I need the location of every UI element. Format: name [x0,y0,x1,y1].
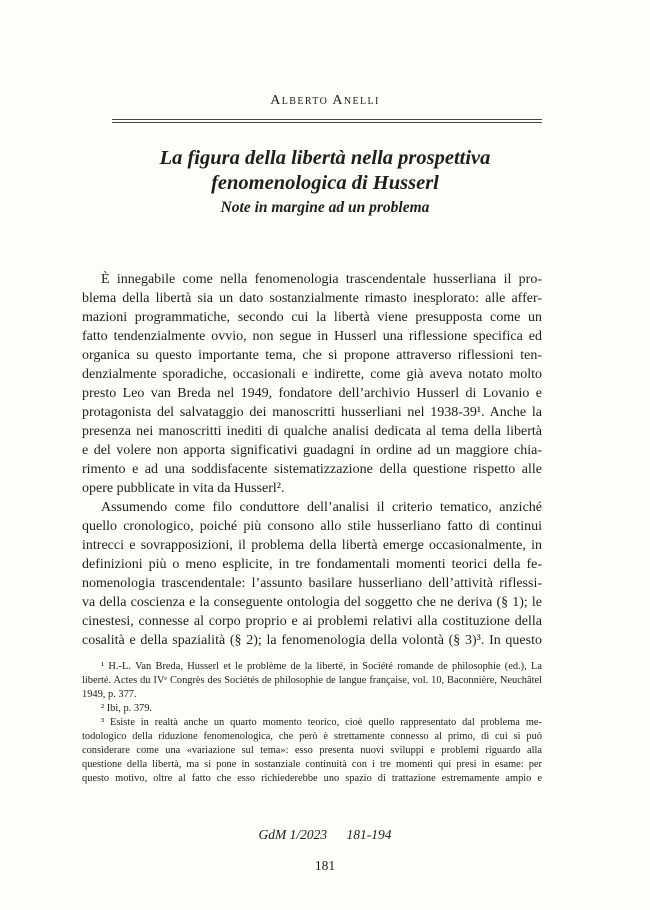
body-line: organica su questo importante tema, che si propone attraverso riflessioni ten- [82,348,542,363]
body-line: intrecci e sovrapposizioni, il problema della libertà emerge occasionalmente, in [82,538,542,553]
footnote-line: questo motivo, oltre al fatto che esso richiederebbe uno spazio di trattazione estremamente ampio e [82,773,542,784]
footnote-line: liberté. Actes du IVᵉ Congrès des Sociétés de philosophie de langue française, vol. 10, Baconnière, Neuchâtel [82,675,542,686]
body-line: e del volere non apporta significativi guadagni in ordine ad un maggiore chia- [82,443,542,458]
body-line: fatto tendenzialmente ovvio, non segue in Husserl una riflessione specifica ed [82,329,542,344]
body-line: presenza nei manoscritti inediti di qualche analisi dedicata al tema della libertà [82,424,542,439]
body-line: nomenologia trascendentale: l’assunto basilare husserliano dell’attività riflessi- [82,576,542,591]
title-line-1: La figura della libertà nella prospettiva [159,147,491,169]
footnote-line: ³ Esiste in realtà anche un quarto momento teorico, cioè quello rappresentato dal problema me- [101,717,542,728]
article-subtitle: Note in margine ad un problema [220,199,430,216]
body-line: blema della libertà sia un dato sostanzialmente rimasto inesplorato: alle affer- [82,291,542,306]
article-title [100,146,550,196]
body-line: definizioni più o meno esplicite, in tre fondamentali momenti teorici della fe- [82,557,542,572]
body-line: Assumendo come filo conduttore dell’analisi il criterio tematico, anziché [101,500,542,515]
body-line: va della coscienza e la conseguente ontologia del soggetto che ne deriva (§ 1); le [82,595,542,610]
body-line: protagonista del salvataggio dei manoscritti husserliani nel 1938-39¹. Anche la [82,405,542,420]
footnote-line: 1949, p. 377. [82,689,137,700]
body-line: presto Leo van Breda nel 1949, fondatore dell’archivio Husserl di Lovanio e [82,386,542,401]
article-author: Alberto Anelli [270,93,380,108]
footnote-line: questione della libertà, ma si pone in sostanziale continuità con i tre momenti qui presi in esame: per [82,759,542,770]
footnote-line: considerare come una «variazione sul tema»: esso presenta nuovi sviluppi e problemi riguardo alla [82,745,542,756]
footnote-line: todologico della riduzione fenomenologica, che però è strettamente connesso al primo, di cui si può [82,731,542,742]
body-line: denzialmente sporadiche, occasionali e indirette, come già aveva notato molto [82,367,542,382]
journal-issue: GdM 1/2023 [258,827,328,842]
footnote-line: ² Ibi, p. 379. [101,703,153,714]
page-number: 181 [314,858,336,873]
header-rule-top [112,119,542,120]
body-line: rimento e ad una soddisfacente sistematizzazione della questione rispetto alle [82,462,542,477]
title-line-2: fenomenologica di Husserl [211,172,439,194]
body-line: cinestesi, connesse al corpo proprio e ai problemi relativi alla costituzione della [82,614,542,629]
footnote-line: ¹ H.-L. Van Breda, Husserl et le problème de la liberté, in Société romande de philosophie (ed.), La [101,661,542,672]
body-line: cosalità e della spazialità (§ 2); la fenomenologia della volontà (§ 3)³. In questo [82,633,542,648]
header-rule-bottom [112,122,542,123]
body-line: mazioni programmatiche, secondo cui la libertà viene presupposta come un [82,310,542,325]
journal-reference [0,827,650,843]
body-line: quello cronologico, poiché più consono allo stile husserliano fatto di continui [82,519,542,534]
body-line: opere pubblicate in vita da Husserl². [82,481,285,496]
journal-page-range: 181-194 [346,827,392,842]
body-line: È innegabile come nella fenomenologia trascendentale husserliana il pro- [101,272,542,287]
